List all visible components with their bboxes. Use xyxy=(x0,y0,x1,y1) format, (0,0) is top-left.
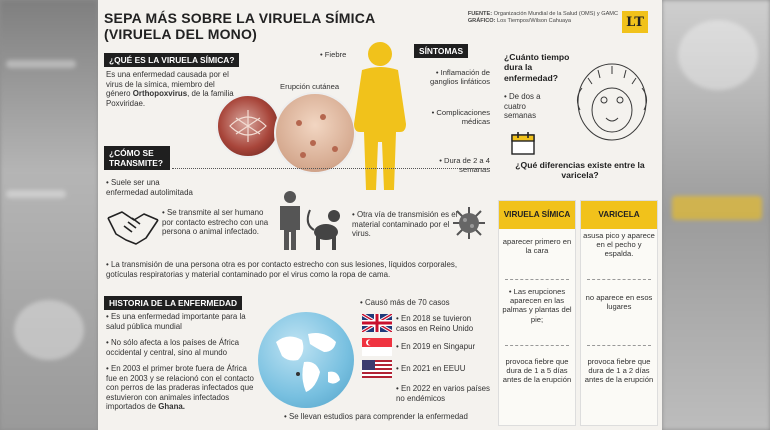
varicela-column xyxy=(580,200,658,426)
historia-item-3: • En 2003 el primer brote fuera de África fue en 2003 y se relacionó con el contacto con perros de las praderas infectados que estuvieron con animales infectados importados de Ghana. xyxy=(106,364,254,412)
virus-closeup-image xyxy=(216,94,280,158)
infographic-panel xyxy=(98,0,662,430)
monkey-icon xyxy=(304,204,348,252)
cuanto-tiempo-question: ¿Cuánto tiempo dura la enfermedad? xyxy=(504,52,570,83)
title-line-2: (VIRUELA DEL MONO) xyxy=(104,26,257,42)
viruela-simica-header: VIRUELA SÍMICA xyxy=(499,201,575,229)
symptom-complicaciones: • Complicaciones médicas xyxy=(431,108,490,127)
varicela-row-2: no aparece en esos lugares xyxy=(585,293,653,312)
historia-reino-unido: • En 2018 se tuvieron casos en Reino Unido xyxy=(396,314,474,333)
historia-casos: • Causó más de 70 casos xyxy=(360,298,450,307)
uk-flag-icon xyxy=(362,314,392,332)
background-left-blur xyxy=(0,0,98,430)
cuanto-tiempo-answer: • De dos a cuatro semanas xyxy=(504,92,541,121)
background-right-blur xyxy=(662,0,770,430)
person-icon xyxy=(278,190,302,252)
singapore-flag-icon xyxy=(362,338,392,356)
historia-estudios: • Se llevan estudios para comprender la enfermedad xyxy=(284,412,468,421)
historia-eeuu: • En 2021 en EEUU xyxy=(396,364,466,373)
calendar-icon xyxy=(510,130,536,156)
varicela-header: VARICELA xyxy=(581,201,657,229)
viruela-row-3: provoca fiebre que dura de 1 a 5 días antes de la erupción xyxy=(502,357,572,385)
transmite-persona: • La transmisión de una persona otra es por contacto estrecho con sus lesiones, líquidos corporales, gotículas respiratorias y material contaminado por el virus como la ropa de cama. xyxy=(106,260,458,279)
grafico-label: GRÁFICO: xyxy=(467,18,496,24)
viruela-row-2: • Las erupciones aparecen en las palmas y plantas del pie; xyxy=(502,287,572,324)
historia-singapur: • En 2019 en Singapur xyxy=(396,342,476,351)
fuente-label: FUENTE: xyxy=(467,11,493,17)
como-se-transmite-header: ¿CÓMO SE TRANSMITE? xyxy=(104,146,170,170)
monkey-illustration xyxy=(568,58,654,154)
viruela-row-1: aparecer primero en la cara xyxy=(502,237,572,256)
transmite-autolimitada: • Suele ser una enfermedad autolimitada xyxy=(106,178,193,197)
divider-line xyxy=(172,168,490,169)
viruela-divider-2 xyxy=(505,345,569,346)
sintomas-header: SÍNTOMAS xyxy=(414,44,468,58)
varicela-divider-2 xyxy=(587,345,651,346)
infographic-title xyxy=(104,10,375,42)
diferencias-question: ¿Qué diferencias existe entre la varicela? xyxy=(515,160,645,181)
skin-rash-image xyxy=(274,92,356,174)
fuente-text: Organización Mundial de la Salud (OMS) y GAMC xyxy=(493,11,618,17)
viruela-simica-column xyxy=(498,200,576,426)
que-es-header: ¿QUÉ ES LA VIRUELA SÍMICA? xyxy=(104,53,239,67)
title-line-1: SEPA MÁS SOBRE LA VIRUELA SÍMICA xyxy=(104,10,376,26)
us-flag-icon xyxy=(362,360,392,378)
globe-map-icon xyxy=(258,312,354,408)
human-silhouette-icon xyxy=(348,40,412,192)
newspaper-logo: LT xyxy=(622,11,648,33)
orthopoxvirus-term: Orthopoxvirus xyxy=(132,89,188,99)
viruela-divider-1 xyxy=(505,279,569,280)
symptom-erupcion: Erupción cutánea xyxy=(280,82,340,91)
handshake-icon xyxy=(106,204,160,252)
source-credits xyxy=(468,11,618,25)
virus-icon xyxy=(452,206,486,240)
transmite-otra-via: • Otra vía de transmisión es el material contaminado por el virus. xyxy=(352,210,458,239)
que-es-text: Es una enfermedad causada por el virus de la símica, miembro del género Orthopoxvirus, de la familia Poxviridae. xyxy=(106,70,234,108)
varicela-divider-1 xyxy=(587,279,651,280)
historia-no-endemicos: • En 2022 en varios países no endémicos xyxy=(396,384,491,403)
symptom-fiebre: • Fiebre xyxy=(320,50,347,59)
grafico-text: Los Tiempos/Wilson Cahuaya xyxy=(497,18,572,24)
historia-item-1: • Es una enfermedad importante para la salud pública mundial xyxy=(106,312,246,331)
symptom-duracion: • Dura de 2 a 4 semanas xyxy=(439,156,490,175)
historia-header: HISTORIA DE LA ENFERMEDAD xyxy=(104,296,242,310)
symptom-ganglios: • Inflamación de ganglios linfáticos xyxy=(430,68,490,87)
transmite-contacto: • Se transmite al ser humano por contacto estrecho con una persona o animal infectado. xyxy=(162,208,269,237)
varicela-row-1: asusa pico y aparece en el pecho y espalda. xyxy=(583,231,655,259)
historia-item-2: • No sólo afecta a los países de África occidental y central, sino al mundo xyxy=(106,338,240,357)
varicela-row-3: provoca fiebre que dura de 1 a 2 días antes de la erupción xyxy=(584,357,654,385)
ghana-term: Ghana. xyxy=(158,402,185,412)
